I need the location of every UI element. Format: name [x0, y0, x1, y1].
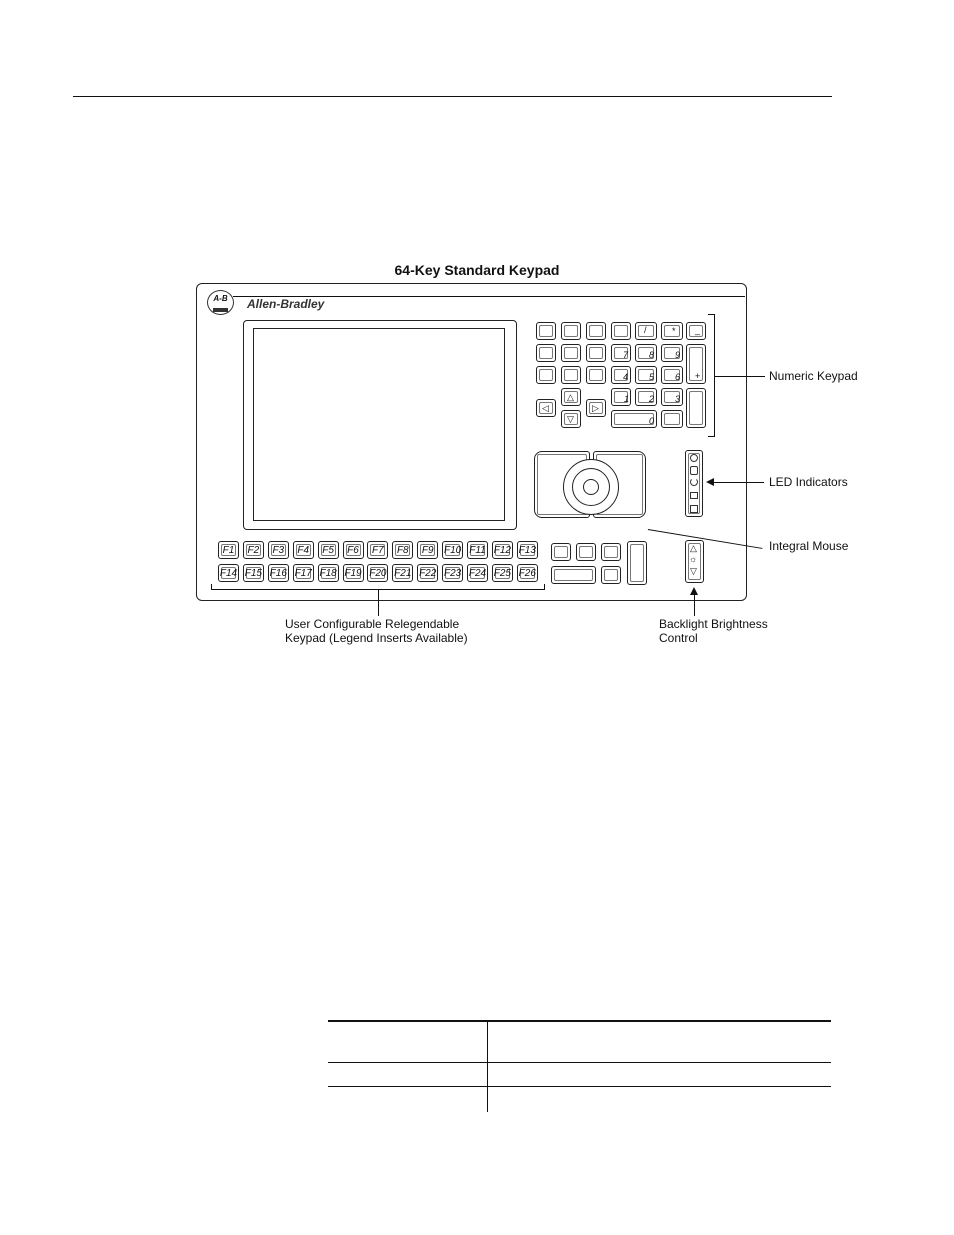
num-5-key[interactable] — [635, 366, 657, 384]
function-key-f19[interactable] — [343, 564, 364, 582]
arrow-head-led — [706, 478, 714, 486]
slash-label: / — [644, 325, 647, 335]
ctrl-key[interactable] — [551, 543, 571, 561]
function-key-f7[interactable] — [367, 541, 388, 559]
function-key-f11[interactable] — [467, 541, 488, 559]
power-led-icon — [690, 454, 698, 462]
brightness-sun-icon: ☼ — [689, 554, 698, 564]
function-key-f15[interactable] — [243, 564, 264, 582]
star-key[interactable] — [661, 322, 683, 340]
function-key-f22[interactable] — [417, 564, 438, 582]
digit-1: 1 — [624, 394, 630, 404]
function-key-label: F21 — [394, 567, 412, 579]
num-lock-key[interactable] — [611, 322, 631, 340]
function-key-f24[interactable] — [467, 564, 488, 582]
function-key-label: F26 — [518, 567, 536, 579]
function-key-label: F5 — [322, 544, 334, 556]
minus-key[interactable] — [686, 322, 706, 340]
function-key-label: F19 — [344, 567, 362, 579]
function-key-f13[interactable] — [517, 541, 538, 559]
function-key-f9[interactable] — [417, 541, 438, 559]
function-key-label: F7 — [372, 544, 384, 556]
function-key-label: F4 — [297, 544, 310, 556]
cycle-led-icon — [690, 478, 698, 486]
num-1-key[interactable] — [611, 388, 631, 406]
function-key-f4[interactable] — [293, 541, 314, 559]
arrow-backlight — [694, 594, 695, 616]
function-key-label: F3 — [272, 544, 285, 556]
page-up-key[interactable] — [586, 344, 606, 362]
down-arrow-key[interactable] — [561, 410, 581, 428]
up-arrow-key[interactable] — [561, 388, 581, 406]
function-key-label: F15 — [244, 567, 262, 579]
arrow-head-backlight — [690, 587, 698, 595]
digit-8: 8 — [649, 350, 655, 360]
callout-integral-mouse: Integral Mouse — [769, 539, 849, 553]
function-key-label: F16 — [269, 567, 287, 579]
function-key-label: F9 — [421, 544, 434, 556]
callout-user-keypad-line2: Keypad (Legend Inserts Available) — [285, 631, 468, 645]
function-key-f8[interactable] — [392, 541, 413, 559]
arrow-led-indicators — [712, 482, 764, 483]
function-key-label: F2 — [247, 544, 260, 556]
diagram-title: 64-Key Standard Keypad — [394, 262, 560, 278]
digit-3: 3 — [675, 394, 681, 404]
end-key[interactable] — [561, 366, 581, 384]
insert-key[interactable] — [536, 344, 556, 362]
logo-text: A-B — [213, 294, 228, 303]
esc-key[interactable] — [601, 543, 621, 561]
plus-label: + — [695, 371, 701, 381]
function-key-f1[interactable] — [218, 541, 239, 559]
num-3-key[interactable] — [661, 388, 683, 406]
num-8-key[interactable] — [635, 344, 657, 362]
shift-key[interactable] — [627, 541, 647, 585]
function-key-label: F20 — [369, 567, 387, 579]
table-row-rule — [328, 1062, 831, 1063]
num-9-key[interactable] — [661, 344, 683, 362]
num-0-key[interactable] — [611, 410, 657, 428]
brightness-up-icon: △ — [690, 543, 697, 553]
function-key-label: F12 — [493, 544, 511, 556]
brand-rule — [233, 296, 745, 297]
function-key-f26[interactable] — [517, 564, 538, 582]
callout-backlight-line1: Backlight Brightness — [659, 617, 768, 631]
function-key-f16[interactable] — [268, 564, 289, 582]
star-label: * — [672, 326, 676, 336]
header-rule — [73, 96, 832, 97]
function-key-f23[interactable] — [442, 564, 463, 582]
minus-label: _ — [695, 325, 701, 335]
digit-5: 5 — [649, 372, 655, 382]
digit-7: 7 — [623, 350, 629, 360]
user-led-icon — [690, 505, 698, 513]
plus-key[interactable] — [686, 344, 706, 384]
table-top-rule — [328, 1020, 831, 1022]
function-key-f20[interactable] — [367, 564, 388, 582]
digit-9: 9 — [675, 350, 681, 360]
table-row-rule-2 — [328, 1086, 831, 1087]
decimal-key[interactable] — [661, 410, 683, 428]
function-key-f18[interactable] — [318, 564, 339, 582]
num-7-key[interactable] — [611, 344, 631, 362]
caps-lock-key[interactable] — [601, 566, 621, 584]
right-arrow-key[interactable] — [586, 399, 606, 417]
brightness-down-icon: ▽ — [690, 566, 697, 576]
function-key-f10[interactable] — [442, 541, 463, 559]
function-key-label: F13 — [518, 544, 536, 556]
digit-4: 4 — [623, 372, 629, 382]
up-arrow-icon: △ — [567, 392, 574, 402]
left-arrow-key[interactable] — [536, 399, 556, 417]
function-key-label: F18 — [319, 567, 337, 579]
function-key-label: F23 — [443, 567, 462, 579]
digit-6: 6 — [675, 372, 681, 382]
function-key-f3[interactable] — [268, 541, 289, 559]
function-key-label: F25 — [493, 567, 511, 579]
left-arrow-icon: ◁ — [542, 403, 549, 413]
function-key-label: F8 — [396, 544, 409, 556]
function-key-f21[interactable] — [392, 564, 413, 582]
down-arrow-icon: ▽ — [567, 414, 574, 424]
function-key-f14[interactable] — [218, 564, 239, 582]
function-key-f17[interactable] — [293, 564, 314, 582]
table-column-divider — [487, 1020, 488, 1112]
num-4-key[interactable] — [611, 366, 631, 384]
function-key-label: F14 — [219, 567, 238, 579]
mouse-ball-icon[interactable] — [583, 479, 599, 495]
callout-numeric-keypad: Numeric Keypad — [769, 369, 858, 383]
callout-backlight-line2: Control — [659, 631, 698, 645]
num-2-key[interactable] — [635, 388, 657, 406]
keyboard-led-icon — [690, 492, 698, 499]
allen-bradley-logo-icon — [207, 290, 234, 315]
function-key-f6[interactable] — [343, 541, 364, 559]
function-key-f5[interactable] — [318, 541, 339, 559]
page-down-key[interactable] — [586, 366, 606, 384]
brand-name: Allen-Bradley — [247, 297, 325, 311]
callout-led-indicators: LED Indicators — [769, 475, 848, 489]
break-pause-key[interactable] — [586, 322, 606, 340]
function-key-label: F1 — [222, 544, 235, 556]
function-key-f25[interactable] — [492, 564, 513, 582]
function-key-label: F24 — [468, 567, 487, 579]
right-arrow-icon: ▷ — [592, 403, 599, 413]
callout-user-keypad-line1: User Configurable Relegendable — [285, 617, 460, 631]
delete-key[interactable] — [536, 366, 556, 384]
space-key[interactable] — [551, 566, 596, 584]
home-key[interactable] — [561, 344, 581, 362]
display-screen[interactable] — [253, 328, 505, 521]
print-screen-key[interactable] — [536, 322, 556, 340]
function-key-label: F6 — [347, 544, 359, 556]
alt-key[interactable] — [576, 543, 596, 561]
function-key-label: F17 — [294, 567, 312, 579]
function-key-f12[interactable] — [492, 541, 513, 559]
digit-0: 0 — [649, 416, 655, 426]
function-key-label: F10 — [443, 544, 462, 556]
disk-led-icon — [690, 466, 698, 475]
tab-key[interactable] — [561, 322, 581, 340]
slash-key[interactable] — [635, 322, 657, 340]
num-6-key[interactable] — [661, 366, 683, 384]
function-key-label: F11 — [469, 544, 486, 556]
enter-key[interactable] — [686, 388, 706, 428]
function-key-f2[interactable] — [243, 541, 264, 559]
function-key-label: F22 — [419, 567, 437, 579]
digit-2: 2 — [649, 394, 655, 404]
